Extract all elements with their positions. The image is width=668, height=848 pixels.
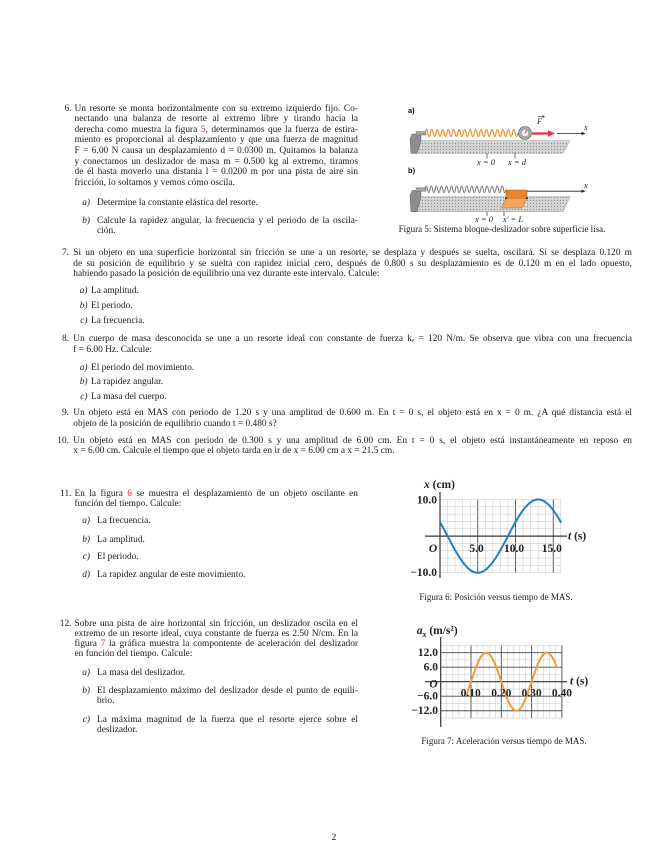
y-axis-variable: x <box>424 479 430 491</box>
problem-text-line <box>75 125 359 136</box>
problem-text-line: función del tiempo. Calcule: <box>74 498 182 509</box>
item-text: La amplitud. <box>97 534 145 545</box>
problem-text-line: de él hasta moverlo una distania l = 0.0200 m por una pista de aire sin <box>74 167 358 178</box>
item-text: La amplitud. <box>91 286 139 297</box>
y-axis-variable: a <box>416 625 423 637</box>
problem-number: 11. <box>60 488 72 499</box>
item-label: c) <box>80 391 88 402</box>
item-label: b) <box>79 377 88 388</box>
x-axis-arrow-icon <box>527 190 586 193</box>
y-axis-subscript: x <box>422 630 427 639</box>
problem-text-line: en función del tiempo. Calcule: <box>74 649 193 660</box>
text-segment: derecha como muestra la figura <box>74 124 201 135</box>
problem-text-line: habiendo pasado la posición de equilibrio una vez durante este intervalo. Calcule: <box>73 269 380 279</box>
t-axis-title <box>568 531 586 543</box>
panel-b-label: b) <box>408 166 416 175</box>
item-text: La masa del cuerpo. <box>91 391 167 402</box>
item-text: La masa del deslizador. <box>97 668 185 678</box>
item-text: El desplazamiento máximo del deslizador desde el punto de equili- <box>97 686 358 696</box>
item-text: ción. <box>97 225 116 236</box>
item-text: El periodo del movimiento. <box>91 362 195 373</box>
item-label: b) <box>82 686 90 696</box>
page-number: 2 <box>331 833 337 843</box>
problem-text-line: Un objeto está en MAS con periodo de 1.20 s y una amplitud de 0.600 m. En t = 0 s, el objeto está en x = 0 m. ¿A qué distancia está el <box>73 408 632 418</box>
problem-number: 6. <box>64 103 72 114</box>
force-label: F <box>537 116 543 126</box>
mark-x-prime-L: x' = L <box>502 214 524 224</box>
item-text: La rapidez angular. <box>91 377 164 388</box>
y-tick-label: −6.0 <box>417 690 438 703</box>
problem-text-line: objeto de la posición de equilibrio cuando t = 0.480 s? <box>73 418 277 429</box>
item-text: Determine la constante elástica del resorte. <box>97 198 258 208</box>
item-label: c) <box>82 714 90 725</box>
item-label: b) <box>79 301 88 312</box>
problem-text-line: F = 6.00 N causa un desplazamiento d = 0.0300 m. Quitamos la balanza <box>74 145 358 156</box>
y-axis-unit: (cm) <box>429 479 455 491</box>
problem-text-line: x = 6.00 cm. Calcule el tiempo que el objeto tarda en ir de x = 6.00 cm a x = 21.5 cm. <box>73 446 395 457</box>
figure-5-caption: Figura 5: Sistema bloque-deslizador sobre superficie lisa. <box>398 224 606 234</box>
y-tick-label: 10.0 <box>416 494 437 507</box>
mark-x-zero: x = 0 <box>474 214 494 224</box>
item-text: La rapidez angular de este movimiento. <box>97 569 246 580</box>
problem-number: 10. <box>57 435 69 446</box>
item-label: a) <box>82 516 90 527</box>
origin-label: O <box>428 543 438 555</box>
item-label: d) <box>82 569 90 580</box>
item-text: El periodo. <box>91 301 133 312</box>
y-tick-label: 12.0 <box>417 647 438 660</box>
t-tick-label: 0.30 <box>521 687 542 700</box>
item-label: a) <box>82 668 90 678</box>
air-track <box>413 197 570 212</box>
figure-6-position-vs-time-plot <box>395 470 625 590</box>
problem-text-line: fricción, lo soltamos y vemos cómo oscila. <box>74 177 235 188</box>
problem-text-line: f = 6.00 Hz. Calcule: <box>73 344 153 355</box>
figure-5-spring-glider-diagram <box>400 100 640 225</box>
t-tick-label: 0.10 <box>460 687 481 700</box>
problem-text-line: Un resorte se monta horizontalmente con su extremo izquierdo fijo. Co- <box>74 103 358 114</box>
problem-text-line: Si un objeto en una superficie horizontal sin fricción se une a un resorte, se desplaza y después se suelta, oscilará. Si se desplaza 0.120 m <box>73 248 632 258</box>
figure-6-caption: Figura 6: Posición versus tiempo de MAS. <box>419 592 573 602</box>
figure-7-acceleration-vs-time-plot <box>395 615 625 740</box>
origin-label: O <box>429 678 438 691</box>
t-axis-title <box>570 676 588 688</box>
item-text: La máxima magnitud de la fuerza que el resorte ejerce sobre el <box>97 714 358 725</box>
problem-text-line: Sobre una pista de aire horizontal sin fricción, un deslizador oscila en el <box>74 618 358 629</box>
t-axis-variable: t <box>570 675 574 688</box>
item-text: La frecuencia. <box>91 315 145 326</box>
y-tick-label: −10.0 <box>410 567 437 579</box>
y-axis-unit: (m/s²) <box>426 625 458 637</box>
item-label: a) <box>79 286 88 297</box>
t-tick-label: 10.0 <box>503 543 525 555</box>
spring-stretched <box>425 130 518 137</box>
t-axis-unit: (s) <box>573 675 589 688</box>
mark-x-d: x = d <box>507 157 527 167</box>
problem-number: 7. <box>61 248 69 258</box>
figure-7-reference-link[interactable]: 7 <box>100 639 106 650</box>
panel-a <box>408 106 588 167</box>
y-axis-title <box>417 625 458 639</box>
problem-text-line: Un objeto está en MAS con periodo de 0.300 s y una amplitud de 6.00 cm. En t = 0 s, el objeto está instantáneamente en reposo en <box>73 435 632 446</box>
problem-number: 9. <box>61 408 69 418</box>
item-text: El periodo. <box>97 552 139 563</box>
figure-6-reference-link[interactable]: 6 <box>127 488 132 499</box>
problem-text-line: de su posición de equilibrio y se suelta con rapidez inicial cero, después de 0.800 s su desplazamiento es de 0.120 m en el lado opuesto, <box>73 258 632 269</box>
force-arrow-icon <box>532 130 555 136</box>
problem-text-line: miento es proporcional al desplazamiento y que una fuerza de magnitud <box>74 135 358 146</box>
item-label: c) <box>80 315 88 326</box>
y-tick-label: −12.0 <box>411 705 438 718</box>
problem-text-line: nectando una balanza de resorte al extremo libre y tirando hacia la <box>74 114 358 125</box>
t-axis-unit: (s) <box>571 530 587 543</box>
item-text: deslizador. <box>97 724 138 735</box>
figure-7-caption: Figura 7: Aceleración versus tiempo de MAS. <box>421 736 587 746</box>
t-tick-label: 0.40 <box>551 687 572 700</box>
t-axis-variable: t <box>568 530 572 543</box>
item-text: Calcule la rapidez angular, la frecuencia y el periodo de la oscila- <box>97 215 358 226</box>
problem-text-line: y conectamos un deslizador de masa m = 0.500 kg al extremo, tiramos <box>74 156 358 167</box>
text-segment: la gráfica muestra la compontente de aceleración del deslizador <box>105 639 358 650</box>
item-text: brio. <box>97 696 115 707</box>
text-segment: figura <box>74 639 101 650</box>
spring-relaxed <box>425 186 506 193</box>
item-label: c) <box>82 552 90 563</box>
problem-number: 12. <box>59 618 72 629</box>
x-axis-label: x <box>584 122 588 132</box>
item-label: b) <box>82 215 90 226</box>
problem-text-line: Un cuerpo de masa desconocida se une a un resorte ideal con constante de fuerza kₑ = 120 N/m. Se observa que vibra con una frecuencia <box>73 334 632 344</box>
t-tick-label: 5.0 <box>469 543 484 555</box>
y-tick-label: 6.0 <box>423 661 438 674</box>
t-tick-label: 15.0 <box>541 543 562 555</box>
panel-a-label: a) <box>408 106 415 115</box>
problem-text-line: extremo de un resorte ideal, cuya constante de fuerza es 2.50 N/cm. En la <box>74 628 358 639</box>
text-segment: , determinamos que la fuerza de estira- <box>205 124 358 135</box>
item-label: a) <box>82 198 90 208</box>
x-axis-label: x <box>584 180 588 190</box>
item-label: b) <box>82 534 90 545</box>
mark-x-zero: x = 0 <box>476 157 496 167</box>
air-track <box>413 141 570 154</box>
spring-balance-icon <box>519 127 532 140</box>
problem-number: 8. <box>61 334 69 344</box>
panel-b <box>408 166 588 224</box>
y-axis-title <box>423 479 455 491</box>
item-label: a) <box>79 362 88 373</box>
figure-5-reference-link[interactable]: 5 <box>200 124 206 135</box>
t-tick-label: 0.20 <box>491 687 512 700</box>
item-text: La frecuencia. <box>97 516 151 527</box>
text-segment: se muestra el desplazamiento de un objeto oscilante en <box>131 488 358 499</box>
text-segment: En la figura <box>74 488 128 499</box>
x-axis-arrow-icon <box>557 132 586 135</box>
